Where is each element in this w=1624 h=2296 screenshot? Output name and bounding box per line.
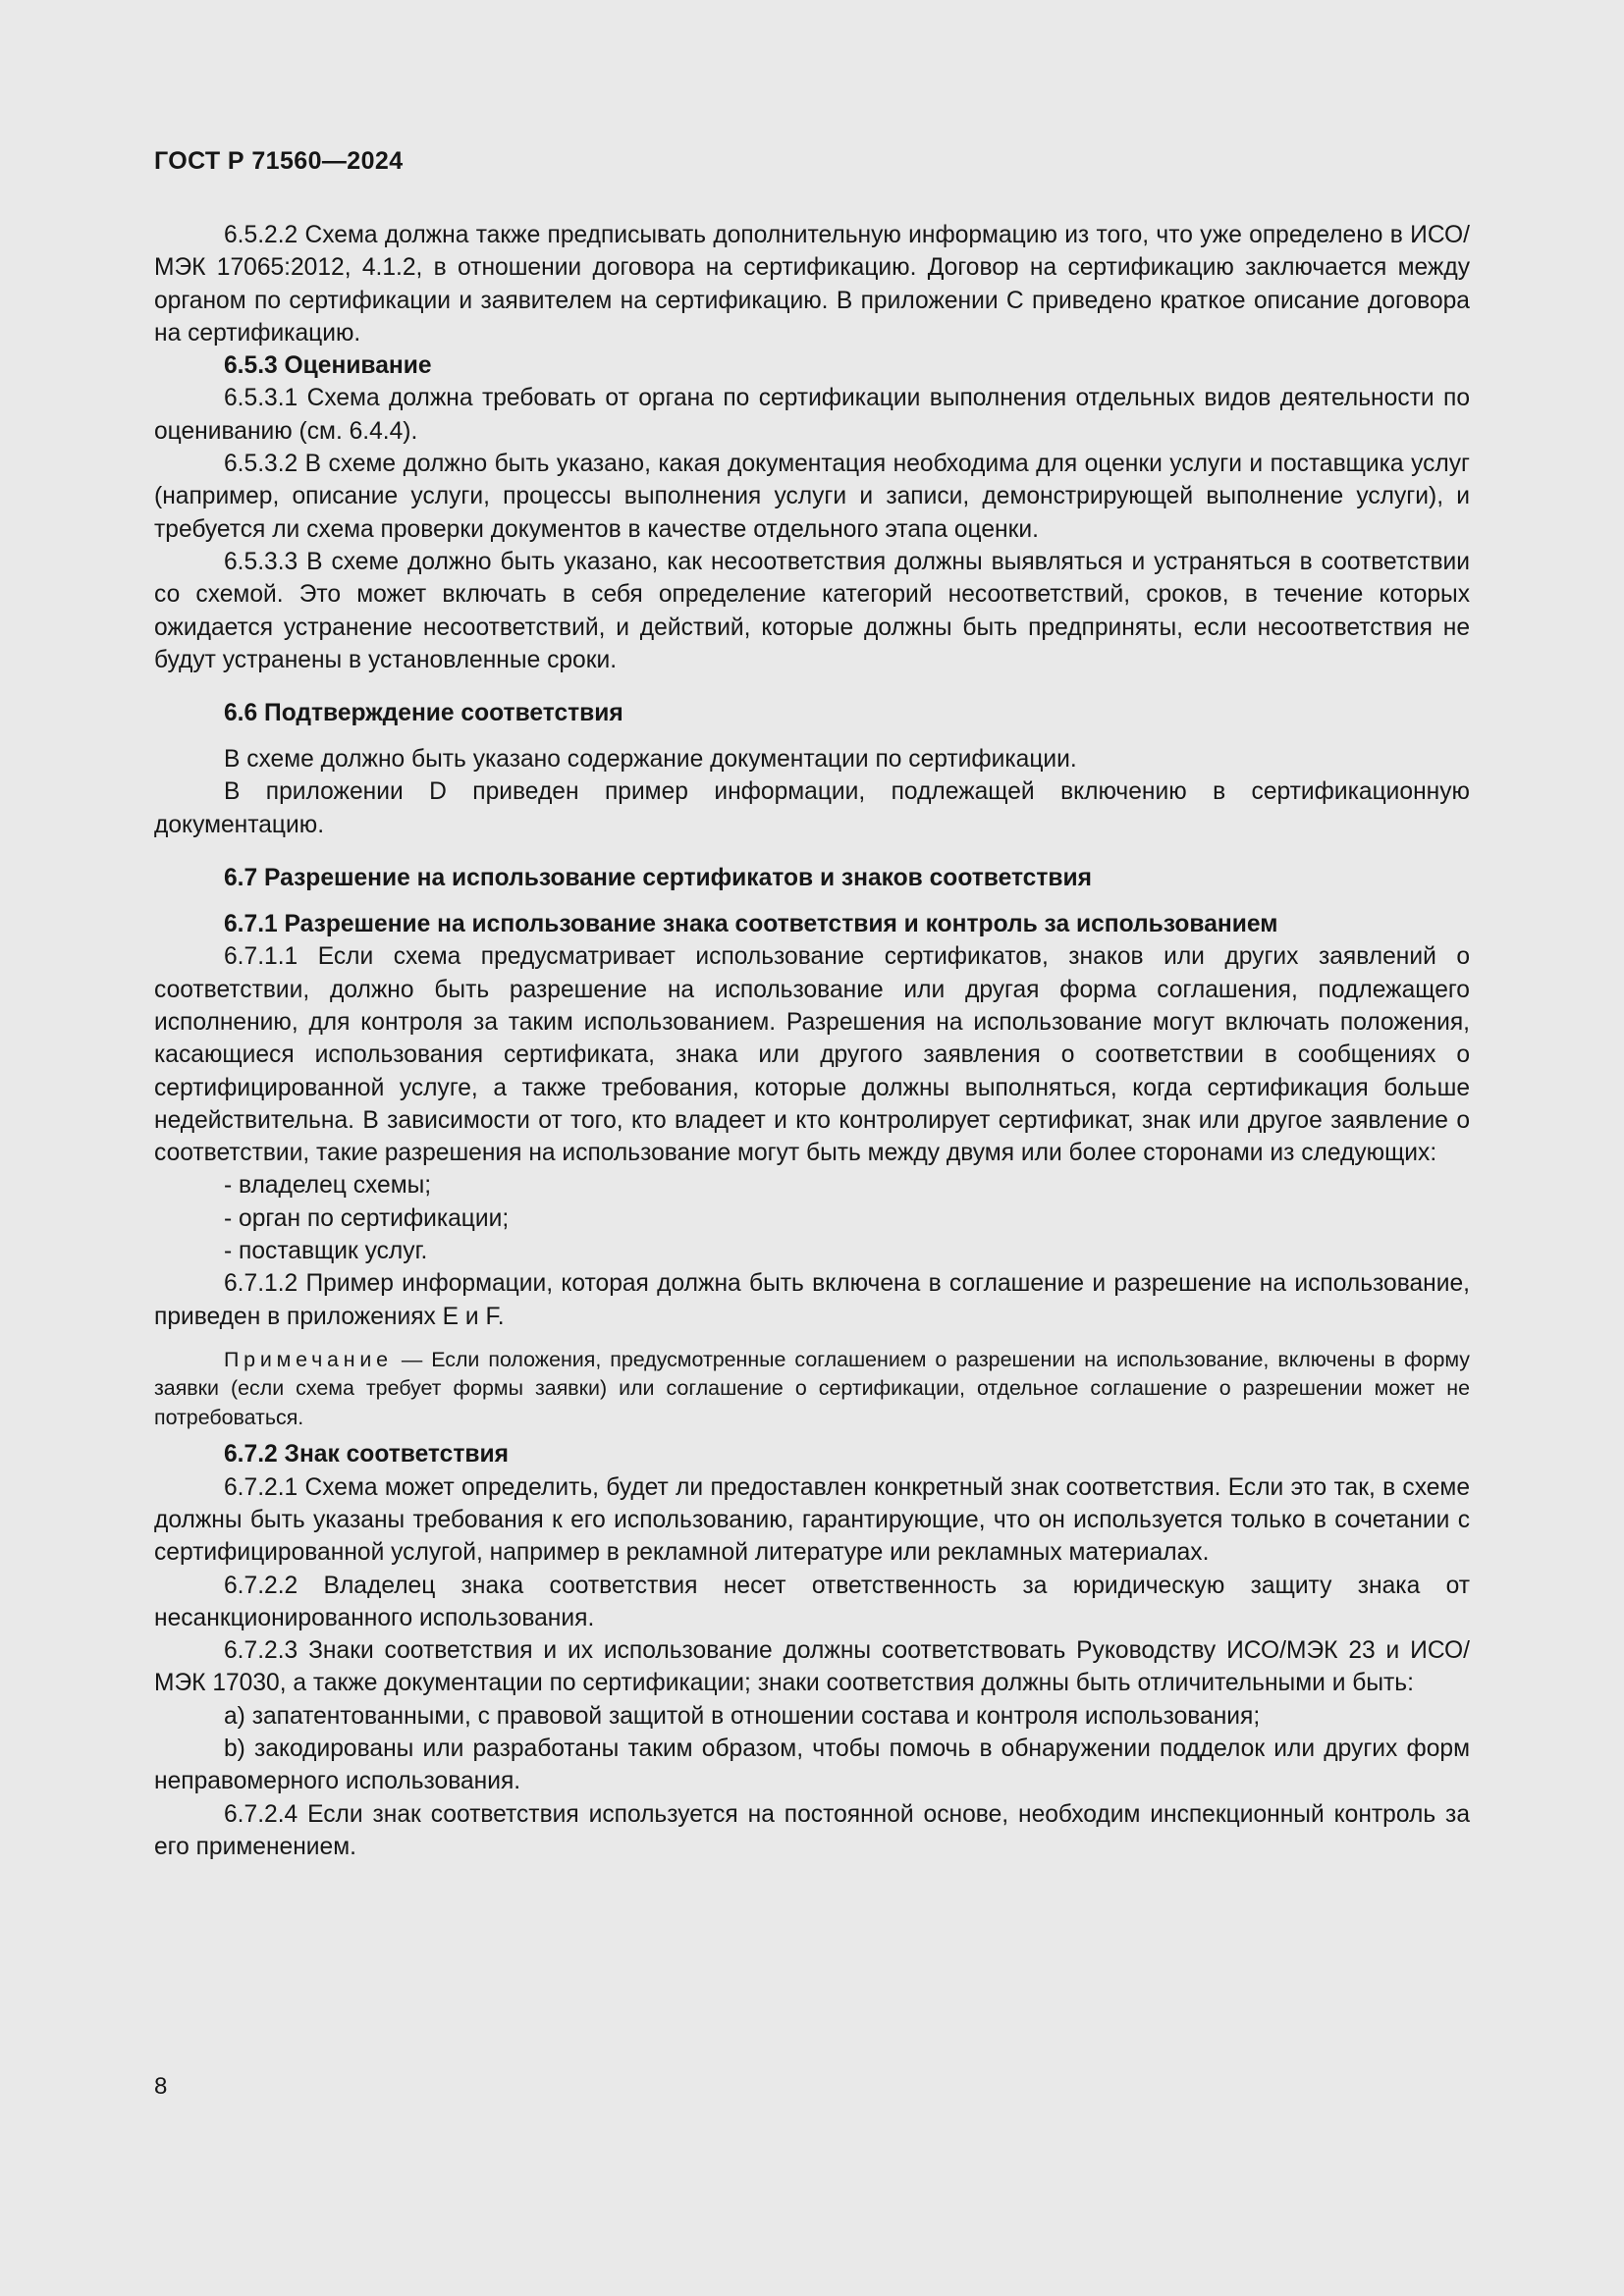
heading-6-7-1: 6.7.1 Разрешение на использование знака соответствия и контроль за использованием <box>224 911 1278 938</box>
heading-6-7-2: 6.7.2 Знак соответствия <box>224 1441 509 1468</box>
paragraph-6-5-3-3: 6.5.3.3 В схеме должно быть указано, как несоответствия должны выявляться и устраняться в соответствии со схемой. Это может включать в себя определение категорий несоответствий, сроков, в течение которых ожидается устранение несоответствий, и действий, которые должны быть предприняты, если несоответствия не будут устранены в установленные сроки. <box>154 548 1470 673</box>
heading-6-6: 6.6 Подтверждение соответствия <box>224 700 623 727</box>
heading-6-7: 6.7 Разрешение на использование сертификатов и знаков соответствия <box>224 865 1092 892</box>
note-text: — Если положения, предусмотренные соглашением о разрешении на использование, включены в форму заявки (если схема требует формы заявки) или соглашение о сертификации, отдельное соглашение о разрешении может не потребоваться. <box>154 1347 1470 1429</box>
list-item: - орган по сертификации; <box>224 1204 510 1232</box>
list-item-a: a) запатентованными, с правовой защитой в отношении состава и контроля использования; <box>224 1702 1261 1730</box>
heading-6-5-3: 6.5.3 Оценивание <box>224 352 432 380</box>
paragraph-6-6-b: В приложении D приведен пример информации, подлежащей включению в сертификационную документацию. <box>154 778 1470 838</box>
page-number: 8 <box>154 2073 168 2100</box>
paragraph-6-5-3-2: 6.5.3.2 В схеме должно быть указано, какая документация необходима для оценки услуги и поставщика услуг (например, описание услуги, процессы выполнения услуги и записи, демонстрирующей выполнение услуги), и требуется ли схема проверки документов в качестве отдельного этапа оценки. <box>154 451 1470 543</box>
list-item: - владелец схемы; <box>224 1172 432 1200</box>
paragraph-6-7-2-4: 6.7.2.4 Если знак соответствия используется на постоянной основе, необходим инспекционный контроль за его применением. <box>154 1800 1470 1860</box>
paragraph-6-5-2-2: 6.5.2.2 Схема должна также предписывать дополнительную информацию из того, что уже определено в ИСО/МЭК 17065:2012, 4.1.2, в отношении договора на сертификацию. Договор на сертификацию заключается между органом по сертификации и заявителем на сертификацию. В приложении С приведено краткое описание договора на сертификацию. <box>154 222 1470 347</box>
list-item: - поставщик услуг. <box>224 1238 428 1265</box>
list-item-b: b) закодированы или разработаны таким образом, чтобы помочь в обнаружении подделок или других форм неправомерного использования. <box>154 1735 1470 1795</box>
paragraph-6-5-3-1: 6.5.3.1 Схема должна требовать от органа по сертификации выполнения отдельных видов деятельности по оцениванию (см. 6.4.4). <box>154 385 1470 445</box>
paragraph-6-7-2-1: 6.7.2.1 Схема может определить, будет ли предоставлен конкретный знак соответствия. Если это так, в схеме должны быть указаны требования к его использованию, гарантирующие, что он используется только в сочетании с сертифицированной услугой, например в рекламной литературе или рекламных материалах. <box>154 1473 1470 1567</box>
note <box>154 1346 1470 1433</box>
note-label: Примечание <box>224 1347 393 1371</box>
paragraph-6-7-2-2: 6.7.2.2 Владелец знака соответствия несет ответственность за юридическую защиту знака от несанкционированного использования. <box>154 1572 1470 1631</box>
paragraph-6-7-2-3: 6.7.2.3 Знаки соответствия и их использование должны соответствовать Руководству ИСО/МЭК 23 и ИСО/МЭК 17030, а также документации по сертификации; знаки соответствия должны быть отличительными и быть: <box>154 1637 1470 1697</box>
paragraph-6-6-a: В схеме должно быть указано содержание документации по сертификации. <box>224 746 1077 774</box>
document-header: ГОСТ Р 71560—2024 <box>154 147 404 175</box>
paragraph-6-7-1-2: 6.7.1.2 Пример информации, которая должна быть включена в соглашение и разрешение на использование, приведен в приложениях Е и F. <box>154 1270 1470 1330</box>
paragraph-6-7-1-1: 6.7.1.1 Если схема предусматривает использование сертификатов, знаков или других заявлений о соответствии, должно быть разрешение на использование или другая форма соглашения, подлежащего исполнению, для контроля за таким использованием. Разрешения на использование могут включать положения, касающиеся использования сертификата, знака или другого заявления о соответствии в сообщениях о сертифицированной услуге, а также требования, которые должны выполняться, когда сертификация больше недействительна. В зависимости от того, кто владеет и кто контролирует сертификат, знак или другое заявление о соответствии, такие разрешения на использование могут быть между двумя или более сторонами из следующих: <box>154 943 1470 1167</box>
